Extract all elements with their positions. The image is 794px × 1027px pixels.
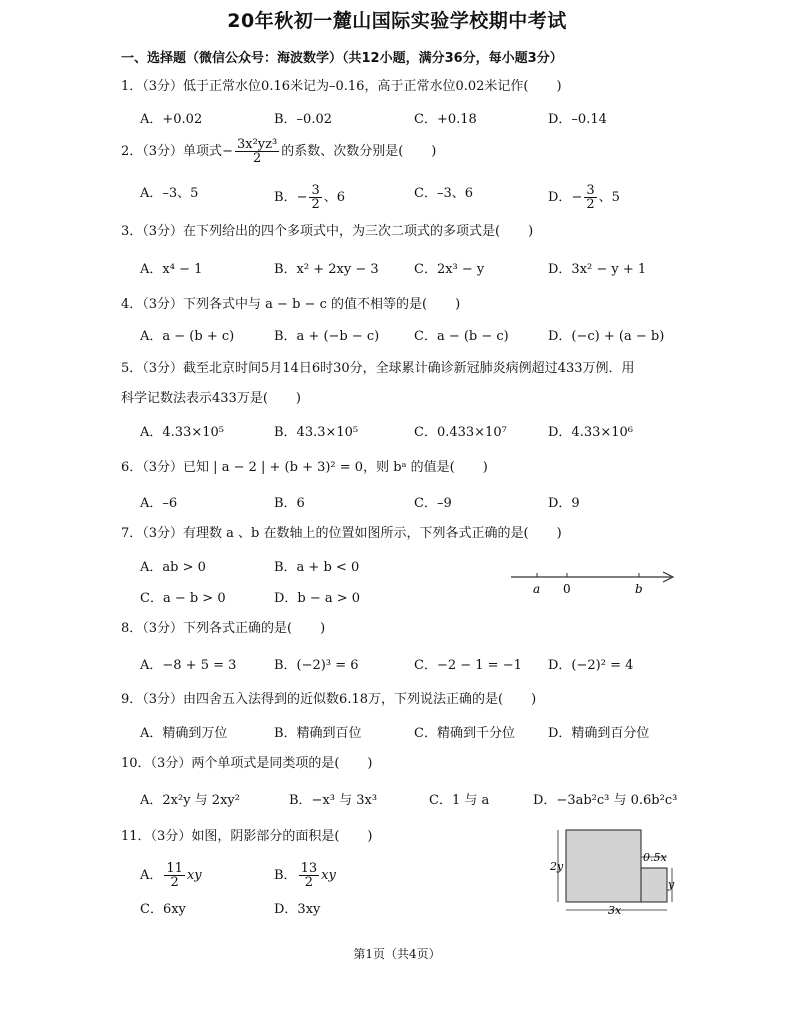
option-a[interactable]: A．精确到万位 xyxy=(140,726,228,741)
fraction-denominator: 2 xyxy=(252,151,262,166)
question-close: ) xyxy=(295,391,301,406)
option-a[interactable]: A．–6 xyxy=(140,496,178,511)
option-a[interactable]: A．a − (b + c) xyxy=(140,329,235,344)
question-2: 2．（3分）单项式− $\frac{\text{3x²yz³}}{2}$ 的系数、次数分别是( ) xyxy=(121,137,437,166)
option-c[interactable]: C．−2 − 1 = −1 xyxy=(414,658,522,673)
option-c[interactable]: C．a − b > 0 xyxy=(140,591,226,606)
question-3 xyxy=(121,223,533,241)
option-d[interactable]: D．−3ab²c³ 与 0.6b²c³ xyxy=(533,793,678,808)
question-text: 下列各式正确的是( xyxy=(183,621,293,636)
label-zero: 0 xyxy=(563,582,571,596)
monomial-fraction xyxy=(235,138,279,165)
option-c[interactable]: C．1 与 a xyxy=(429,793,490,808)
question-number: 9．（3分） xyxy=(121,692,184,707)
question-close: ) xyxy=(367,829,373,844)
options-6 xyxy=(140,494,700,514)
options-7-row-2 xyxy=(140,589,470,609)
question-text: 已知 | a − 2 | + (b + 3)² = 0，则 bᵃ 的值是( xyxy=(183,460,455,475)
question-number: 7．（3分） xyxy=(121,526,184,541)
question-close: ) xyxy=(528,224,534,239)
question-number: 3．（3分） xyxy=(121,224,184,239)
question-text: 由四舍五入法得到的近似数6.18万，下列说法正确的是( xyxy=(183,692,504,707)
question-4 xyxy=(121,296,460,314)
section-heading: 一、选择题（微信公众号：海波数学）（共12小题，满分36分，每小题3分） xyxy=(121,51,563,66)
question-number: 11．（3分） xyxy=(121,829,192,844)
options-11-row-1 xyxy=(140,861,470,890)
option-c[interactable]: C．–3、6 xyxy=(414,186,473,201)
option-d[interactable]: D．9 xyxy=(548,496,580,511)
options-4 xyxy=(140,327,700,347)
option-b[interactable]: B．6 xyxy=(274,496,305,511)
options-1 xyxy=(140,110,700,130)
question-number: 6．（3分） xyxy=(121,460,184,475)
question-9 xyxy=(121,691,536,709)
option-b[interactable]: B．a + b < 0 xyxy=(274,560,360,575)
question-number: 8．（3分） xyxy=(121,621,184,636)
option-d[interactable]: D．3xy xyxy=(274,902,321,917)
options-2 xyxy=(140,183,700,212)
small-rectangle xyxy=(641,868,667,902)
question-5-line-2 xyxy=(121,390,301,408)
option-a[interactable]: A．x⁴ − 1 xyxy=(140,262,203,277)
question-prefix: 单项式 xyxy=(183,144,223,159)
options-7-row-1 xyxy=(140,558,470,578)
question-close: ) xyxy=(531,692,537,707)
question-text-continued: 科学记数法表示433万是( xyxy=(121,391,268,406)
option-d[interactable]: D．b − a > 0 xyxy=(274,591,361,606)
label-y: y xyxy=(668,878,675,891)
option-a[interactable]: A．−8 + 5 = 3 xyxy=(140,658,237,673)
option-b[interactable]: B．–0.02 xyxy=(274,112,332,127)
question-suffix: 的系数、次数分别是( xyxy=(281,144,404,159)
label-3x: 3x xyxy=(608,904,622,916)
question-1 xyxy=(121,78,562,96)
label-a: a xyxy=(533,582,541,596)
question-text: 在下列给出的四个多项式中，为三次二项式的多项式是( xyxy=(183,224,501,239)
question-number: 10．（3分） xyxy=(121,756,192,771)
option-a[interactable]: A．ab > 0 xyxy=(140,560,206,575)
option-a[interactable]: A．4.33×10⁵ xyxy=(140,425,224,440)
question-close: ) xyxy=(431,144,437,159)
option-b[interactable]: B．(−2)³ = 6 xyxy=(274,658,359,673)
option-c[interactable]: C．2x³ − y xyxy=(414,262,485,277)
option-b[interactable]: B．a + (−b − c) xyxy=(274,329,380,344)
page-title: 20年秋初一麓山国际实验学校期中考试 xyxy=(227,10,567,32)
option-b[interactable]: B．x² + 2xy − 3 xyxy=(274,262,379,277)
option-b[interactable]: B．精确到百位 xyxy=(274,726,362,741)
option-a[interactable]: A．2x²y 与 2xy² xyxy=(140,793,240,808)
question-text: 截至北京时间5月14日6时30分，全球累计确诊新冠肺炎病例超过433万例．用 xyxy=(183,361,635,376)
option-b[interactable]: B．− $\frac{3}{2}$ 、6 xyxy=(274,183,346,212)
option-d[interactable]: D．–0.14 xyxy=(548,112,607,127)
option-d[interactable]: D．3x² − y + 1 xyxy=(548,262,647,277)
question-text: 两个单项式是同类项的是( xyxy=(191,756,340,771)
fraction-numerator: 3x²yz³ xyxy=(236,137,278,152)
option-b[interactable]: B． $\frac{13}{2}$ xy xyxy=(274,861,336,890)
options-3 xyxy=(140,260,700,280)
option-c[interactable]: C．6xy xyxy=(140,902,186,917)
number-line-figure xyxy=(505,564,680,600)
question-text: 如图，阴影部分的面积是( xyxy=(191,829,340,844)
large-square xyxy=(566,830,641,902)
page-footer: 第1页（共4页） xyxy=(353,947,441,961)
question-text: 有理数 a 、b 在数轴上的位置如图所示，下列各式正确的是( xyxy=(183,526,529,541)
option-b[interactable]: B．−x³ 与 3x³ xyxy=(289,793,378,808)
option-d[interactable]: D．4.33×10⁶ xyxy=(548,425,634,440)
option-c[interactable]: C．精确到千分位 xyxy=(414,726,515,741)
option-b[interactable]: B．43.3×10⁵ xyxy=(274,425,359,440)
options-10 xyxy=(140,791,700,811)
question-6 xyxy=(121,459,488,477)
question-close: ) xyxy=(320,621,326,636)
option-d[interactable]: D．− $\frac{3}{2}$ 、5 xyxy=(548,183,620,212)
label-2y: 2y xyxy=(550,860,564,873)
label-b: b xyxy=(635,582,643,596)
option-d[interactable]: D．(−2)² = 4 xyxy=(548,658,634,673)
option-a[interactable]: A．+0.02 xyxy=(140,112,203,127)
options-8 xyxy=(140,656,700,676)
question-7 xyxy=(121,525,562,543)
label-05x: 0.5x xyxy=(643,851,667,864)
option-a[interactable]: A．–3、5 xyxy=(140,186,199,201)
question-5 xyxy=(121,360,635,378)
question-text: 低于正常水位0.16米记为–0.16，高于正常水位0.02米记作( xyxy=(183,79,529,94)
option-a[interactable]: A． $\frac{11}{2}$ xy xyxy=(140,861,202,890)
question-close: ) xyxy=(556,79,562,94)
question-8 xyxy=(121,620,325,638)
option-d[interactable]: D．(−c) + (a − b) xyxy=(548,329,665,344)
question-close: ) xyxy=(367,756,373,771)
question-close: ) xyxy=(482,460,488,475)
option-c[interactable]: C．–9 xyxy=(414,496,452,511)
question-10 xyxy=(121,755,372,773)
question-number: 2．（3分） xyxy=(121,144,184,159)
area-figure xyxy=(548,826,683,916)
option-c[interactable]: C．0.433×10⁷ xyxy=(414,425,507,440)
question-close: ) xyxy=(556,526,562,541)
question-number: 5．（3分） xyxy=(121,361,184,376)
options-11-row-2 xyxy=(140,900,470,920)
question-close: ) xyxy=(455,297,461,312)
option-c[interactable]: C．a − (b − c) xyxy=(414,329,509,344)
option-c[interactable]: C．+0.18 xyxy=(414,112,477,127)
options-9 xyxy=(140,724,700,744)
options-5 xyxy=(140,423,700,443)
question-text: 下列各式中与 a − b − c 的值不相等的是( xyxy=(183,297,428,312)
question-number: 1．（3分） xyxy=(121,79,184,94)
option-d[interactable]: D．精确到百分位 xyxy=(548,726,650,741)
question-11 xyxy=(121,828,372,846)
question-number: 4．（3分） xyxy=(121,297,184,312)
